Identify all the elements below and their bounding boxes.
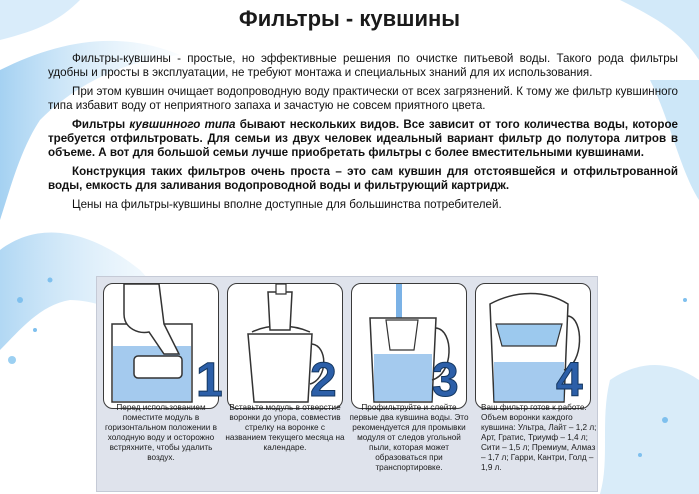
- paragraph-3-start: Фильтры: [72, 117, 130, 131]
- step-1-caption: Перед использованием поместите модуль в горизонтальном положении в холодную воду и осторожно встряхните, чтобы удалить воздух.: [105, 403, 217, 462]
- step-2-illustration: [227, 283, 343, 409]
- paragraph-1: Фильтры-кувшины - простые, но эффективные решения по очистке питьевой воды. Такого рода фильтры удобны и просты в эксплуатации, не требуют монтажа и специальных знаний для их использования.: [48, 52, 678, 80]
- jug-insert-module-icon: [228, 284, 342, 408]
- instructions-panel: [96, 276, 598, 492]
- step-3-illustration: [351, 283, 467, 409]
- jug-filling-icon: [352, 284, 466, 408]
- paragraph-4: Конструкция таких фильтров очень проста – это сам кувшин для отстоявшейся и отфильтрованной воды, емкость для заливания водопроводной воды и фильтрующий картридж.: [48, 164, 678, 193]
- paragraph-2: При этом кувшин очищает водопроводную воду практически от всех загрязнений. К тому же фильтр кувшинного типа избавит воду от неприятного запаха и зачастую не совсем приятного цвета.: [48, 84, 678, 113]
- step-2-number: 2: [310, 354, 337, 407]
- step-1-number: 1: [196, 354, 223, 407]
- step-4-caption: Ваш фильтр готов к работе. Объем воронки каждого кувшина: Ультра, Лайт – 1,2 л; Арт, Гратис, Триумф – 1,4 л; Сити – 1,5 л; Премиум, Алмаз – 1,7 л; Гарри, Кантри, Голд – 1,9 л.: [481, 403, 597, 472]
- step-2-caption: Вставьте модуль в отверстие воронки до упора, совместив стрелку на воронке с названием текущего месяца на календаре.: [225, 403, 345, 452]
- step-3-caption: Профильтруйте и слейте первые два кувшина воды. Это рекомендуется для промывки модуля от следов угольной пыли, которая может образоваться при транспортировке.: [349, 403, 469, 472]
- step-1-illustration: [103, 283, 223, 409]
- paragraph-3-italic: кувшинного типа: [129, 117, 236, 131]
- hand-soaking-cartridge-icon: [104, 284, 223, 408]
- step-4-number: 4: [556, 354, 583, 407]
- jug-ready-icon: [476, 284, 590, 408]
- paragraph-5: Цены на фильтры-кувшины вполне доступные для большинства потребителей.: [72, 197, 502, 211]
- step-3-number: 3: [432, 354, 459, 407]
- paragraph-3-end: бывают нескольких видов. Все зависит от того количества воды, которое требуется отфильтровать. Для семьи из двух человек идеальный вариант фильтр до полутора литров в объеме. А вот для большой семьи лучше приобретать фильтры с более вместительными кувшинами.: [48, 117, 678, 160]
- step-4-illustration: [475, 283, 591, 409]
- page-title: Фильтры - кувшины: [238, 6, 461, 31]
- paragraph-3: [48, 118, 678, 161]
- article-text: [48, 52, 678, 216]
